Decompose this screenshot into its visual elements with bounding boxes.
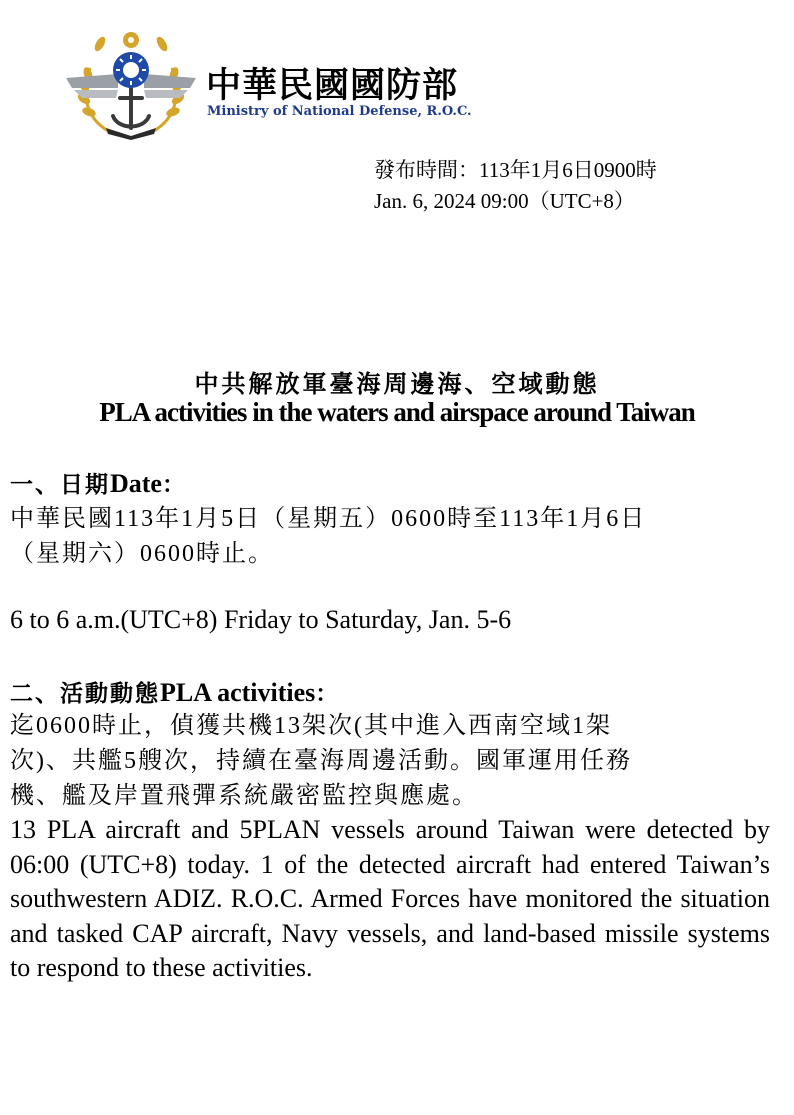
section-activities-heading-zh: 二、活動動態 — [10, 680, 160, 707]
section-activities-zh — [10, 709, 785, 814]
section-activities-en: 13 PLA aircraft and 5PLAN vessels around Taiwan were detected by 06:00 (UTC+8) today. 1 of the detected aircraft had entered Taiwan’s southwestern ADIZ. R.O.C. Armed Forces have monitored the situation and tasked CAP aircraft, Navy vessels, and land-based missile systems to respond to these activities. — [10, 815, 770, 982]
section-activities-zh-line-3: 機、艦及岸置飛彈系統嚴密監控與應處。 — [10, 783, 478, 809]
section-date-heading-zh: 一、日期 — [10, 471, 110, 498]
section-date-zh — [10, 502, 785, 572]
section-activities-heading-en: PLA activities — [160, 678, 316, 707]
section-date-heading-en: Date — [110, 469, 162, 498]
ministry-name-en: Ministry of National Defense, R.O.C. — [207, 104, 472, 119]
release-time-zh: 發布時間：113年1月6日0900時 — [374, 158, 657, 182]
section-date-en: 6 to 6 a.m.(UTC+8) Friday to Saturday, Jan. 5-6 — [10, 605, 512, 634]
section-activities-zh-line-1: 迄0600時止，偵獲共機13架次(其中進入西南空域1架 — [10, 713, 612, 739]
section-activities-heading — [10, 675, 340, 708]
page-title-en: PLA activities in the waters and airspace around Taiwan — [99, 397, 695, 427]
section-date-zh-line-1: 中華民國113年1月5日（星期五）0600時至113年1月6日 — [10, 506, 647, 532]
mnd-emblem-icon — [58, 28, 204, 140]
release-time-en: Jan. 6, 2024 09:00（UTC+8） — [374, 189, 635, 213]
section-activities-zh-line-2: 次)、共艦5艘次，持續在臺海周邊活動。國軍運用任務 — [10, 748, 632, 774]
section-date-zh-line-2: （星期六）0600時止。 — [10, 541, 274, 567]
release-time — [374, 155, 657, 217]
section-activities-heading-colon: ： — [315, 680, 341, 707]
section-date-heading-colon: ： — [161, 471, 187, 498]
page-title-zh: 中共解放軍臺海周邊海、空域動態 — [194, 369, 600, 398]
section-date-heading — [10, 466, 187, 499]
ministry-name-zh: 中華民國國防部 — [206, 66, 459, 106]
